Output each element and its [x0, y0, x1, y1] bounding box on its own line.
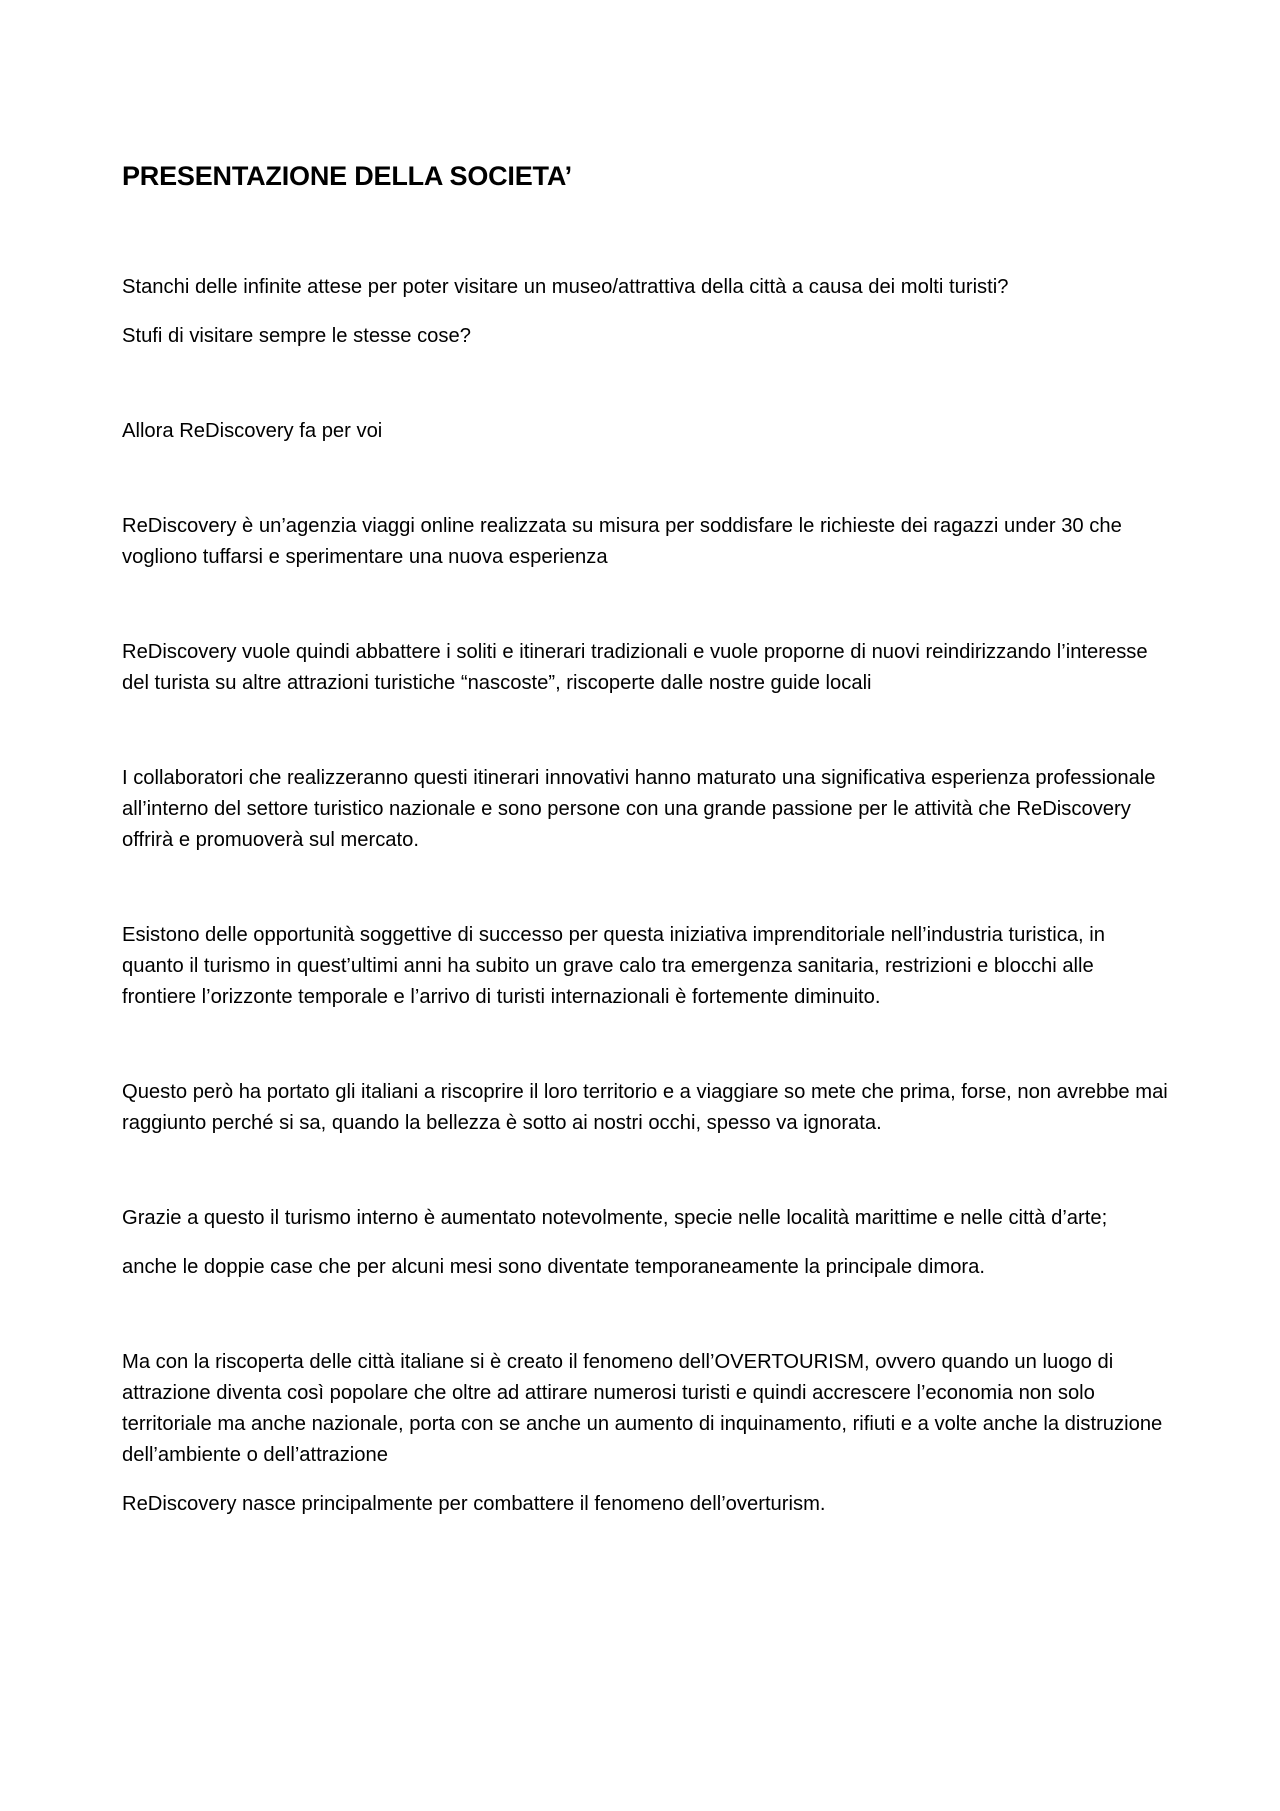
- paragraph-conclusion: ReDiscovery nasce principalmente per combattere il fenomeno dell’overturism.: [122, 1493, 826, 1515]
- paragraph-second-homes: anche le doppie case che per alcuni mesi sono diventate temporaneamente la principale dimora.: [122, 1256, 985, 1278]
- paragraph-mission: ReDiscovery vuole quindi abbattere i soliti e itinerari tradizionali e vuole proporne di nuovi reindirizzando l’interesse del turista su altre attrazioni turistiche “nascoste”, riscoperte dalle nostre guide locali: [122, 641, 1148, 694]
- paragraph-agency-description: ReDiscovery è un’agenzia viaggi online realizzata su misura per soddisfare le richieste dei ragazzi under 30 che vogliono tuffarsi e sperimentare una nuova esperienza: [122, 515, 1122, 568]
- document-body: [122, 272, 1170, 1520]
- paragraph-rediscovering-territory: Questo però ha portato gli italiani a riscoprire il loro territorio e a viaggiare so mete che prima, forse, non avrebbe mai raggiunto perché si sa, quando la bellezza è sotto ai nostri occhi, spesso va ignorata.: [122, 1081, 1168, 1134]
- paragraph-internal-tourism: Grazie a questo il turismo interno è aumentato notevolmente, specie nelle località marittime e nelle città d’arte;: [122, 1207, 1108, 1229]
- paragraph-opportunities: Esistono delle opportunità soggettive di successo per questa iniziativa imprenditoriale nell’industria turistica, in quanto il turismo in quest’ultimi anni ha subito un grave calo tra emergenza sanitaria, restrizioni e blocchi alle frontiere l’orizzonte temporale e l’arrivo di turisti internazionali è fortemente diminuito.: [122, 924, 1105, 1008]
- paragraph-intro-question-1: Stanchi delle infinite attese per poter visitare un museo/attrattiva della città a causa dei molti turisti?: [122, 276, 1009, 298]
- paragraph-collaborators: I collaboratori che realizzeranno questi itinerari innovativi hanno maturato una significativa esperienza professionale all’interno del settore turistico nazionale e sono persone con una grande passione per le attività che ReDiscovery offrirà e promuoverà sul mercato.: [122, 767, 1156, 851]
- paragraph-intro-question-2: Stufi di visitare sempre le stesse cose?: [122, 325, 471, 347]
- paragraph-overtourism: Ma con la riscoperta delle città italiane si è creato il fenomeno dell’OVERTOURISM, ovvero quando un luogo di attrazione diventa così popolare che oltre ad attirare numerosi turisti e quindi accrescere l’economia non solo territoriale ma anche nazionale, porta con se anche un aumento di inquinamento, rifiuti e a volte anche la distruzione dell’ambiente o dell’attrazione: [122, 1351, 1163, 1466]
- paragraph-call-to-action: Allora ReDiscovery fa per voi: [122, 420, 383, 442]
- document-title: PRESENTAZIONE DELLA SOCIETA’: [122, 161, 572, 191]
